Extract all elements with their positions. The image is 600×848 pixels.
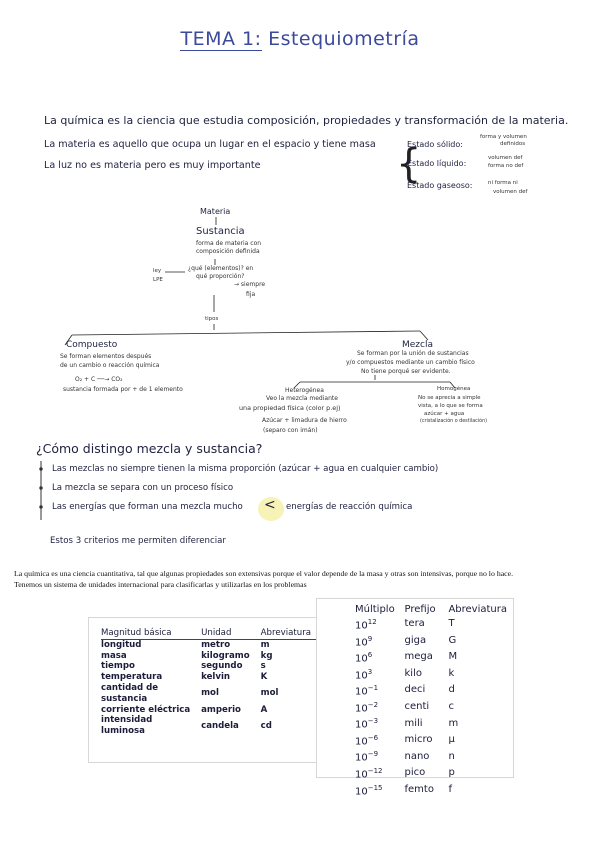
- cell: centi: [404, 701, 430, 713]
- bullet-2: La mezcla se separa con un proceso físico: [52, 483, 234, 493]
- cell: longitud: [101, 639, 142, 650]
- state-solid-desc-1: forma y volumen: [480, 134, 527, 140]
- cell: A: [260, 704, 268, 715]
- cell: femto: [404, 783, 434, 795]
- state-liquid-desc-1: volumen def: [488, 155, 523, 161]
- cell: $10^{-3}$: [355, 717, 379, 731]
- cell: m: [448, 717, 459, 729]
- cell: M: [448, 651, 458, 663]
- ley-label: ley: [153, 268, 162, 274]
- intro-line-1: La química es la ciencia que estudia composición, propiedades y transformación de la materia.: [44, 114, 569, 127]
- table-header-row: [355, 604, 513, 616]
- homo-desc-3: azúcar + agua: [424, 411, 465, 417]
- cell: intensidad luminosa: [101, 715, 153, 737]
- sustancia-desc-1: forma de materia con: [196, 240, 262, 247]
- sustancia-desc-2: composición definida: [196, 248, 260, 255]
- bullet-3-less-than: <: [264, 497, 276, 513]
- cell: $10^{12}$: [355, 618, 377, 632]
- table-row: [355, 616, 513, 633]
- cell: mol: [201, 688, 219, 699]
- conclusion: Estos 3 criterios me permiten diferenciar: [50, 536, 226, 546]
- node-heterogenea: Heterogénea: [285, 387, 324, 394]
- cell: deci: [404, 684, 426, 696]
- cell: $10^3$: [355, 667, 373, 682]
- state-gas-desc-2: volumen def: [493, 189, 528, 195]
- cell: segundo: [201, 661, 243, 672]
- table-row: [355, 649, 513, 666]
- printed-paragraph-1: La química es una ciencia cuantitativa, tal que algunas propiedades son extensivas porque el valor depende de la masa y otras son intensivas, porque no lo hace.: [14, 569, 514, 578]
- cell: T: [448, 618, 455, 630]
- cell: $10^6$: [355, 651, 373, 665]
- homo-desc-2: vista, a lo que se forma: [418, 403, 483, 409]
- ley-lpe: LPE: [153, 277, 163, 283]
- cell: temperatura: [101, 672, 163, 683]
- cell: c: [448, 701, 454, 713]
- cell: $10^{-12}$: [355, 766, 383, 781]
- cell: amperio: [201, 704, 241, 715]
- header-multiplo: Múltiplo: [355, 604, 395, 615]
- state-liquid-label: Estado líquido:: [407, 159, 467, 168]
- sustancia-question-2: qué proporción?: [196, 273, 245, 280]
- cell: kilogramo: [201, 650, 250, 661]
- table-row: [355, 748, 513, 765]
- node-homogenea: Homogénea: [437, 386, 471, 392]
- siempre-label: → siempre: [234, 281, 266, 288]
- table-row: [101, 672, 317, 683]
- question-title: ¿Cómo distingo mezcla y sustancia?: [36, 441, 263, 456]
- table-row: [101, 639, 317, 650]
- cell: s: [260, 661, 266, 672]
- table-row: [101, 651, 317, 662]
- cell: f: [448, 783, 452, 795]
- table-row: [101, 715, 317, 737]
- tipos-label: tipos: [205, 316, 219, 322]
- header-unidad: Unidad: [201, 628, 261, 639]
- header-magnitud: Magnitud básica: [101, 628, 201, 639]
- mezcla-desc-2: y/o compuestos mediante un cambio físico: [346, 359, 475, 366]
- bullet-1: Las mezclas no siempre tienen la misma proporción (azúcar + agua en cualquier cambio): [52, 464, 439, 474]
- table-row: [101, 661, 317, 672]
- state-solid-label: Estado sólido:: [407, 140, 463, 149]
- cell: K: [260, 672, 268, 683]
- cell: giga: [404, 634, 427, 646]
- cell: metro: [201, 639, 231, 650]
- cell: m: [260, 639, 270, 650]
- table-row: [355, 666, 513, 683]
- compuesto-desc-2: de un cambio o reacción química: [60, 362, 160, 369]
- table-header-row: [101, 628, 317, 639]
- cell: μ: [448, 734, 455, 746]
- cell: mol: [260, 688, 279, 699]
- cell: d: [448, 684, 455, 696]
- table-row: [355, 715, 513, 732]
- table-row: [101, 683, 317, 705]
- title-prefix: TEMA 1:: [180, 28, 262, 50]
- sustancia-question-1: ¿qué (elementos)? en: [188, 265, 254, 272]
- node-sustancia: Sustancia: [196, 226, 245, 237]
- table-row: [355, 699, 513, 716]
- intro-line-3: La luz no es materia pero es muy importante: [44, 160, 261, 171]
- cell: kg: [260, 650, 273, 661]
- cell: p: [448, 767, 455, 779]
- cell: $10^{-15}$: [355, 783, 383, 797]
- table-row: [355, 782, 513, 799]
- states-brace: {: [396, 141, 422, 187]
- cell: kilo: [404, 667, 422, 679]
- header-prefijo: Prefijo: [404, 604, 436, 615]
- table-row: [355, 732, 513, 749]
- hetero-desc-1: Veo la mezcla mediante: [266, 395, 338, 402]
- prefixes-table: [316, 598, 514, 797]
- cell: mili: [404, 717, 423, 729]
- cell: masa: [101, 650, 127, 661]
- cell: candela: [201, 720, 239, 731]
- intro-line-2: La materia es aquello que ocupa un lugar en el espacio y tiene masa: [44, 139, 376, 150]
- cell: nano: [404, 750, 430, 762]
- state-liquid-desc-2: forma no def: [488, 163, 524, 169]
- compuesto-desc-3: sustancia formada por + de 1 elemento: [63, 386, 183, 393]
- bullet-3a: Las energías que forman una mezcla mucho: [52, 502, 243, 512]
- state-solid-desc-2: definidos: [500, 141, 526, 147]
- cell: mega: [404, 651, 433, 663]
- mezcla-desc-3: No tiene porqué ser evidente.: [361, 368, 451, 375]
- cell: $10^9$: [355, 634, 373, 649]
- compuesto-desc-1: Se forman elementos después: [60, 353, 152, 360]
- hetero-desc-4: (separo con imán): [263, 427, 318, 434]
- cell: n: [448, 750, 455, 762]
- homo-desc-1: No se aprecia a simple: [418, 395, 481, 401]
- cell: cantidad de sustancia: [101, 682, 159, 704]
- header-abreviatura: Abreviatura: [448, 604, 507, 615]
- table-row: [355, 682, 513, 699]
- state-gas-label: Estado gaseoso:: [407, 181, 473, 190]
- node-materia: Materia: [200, 207, 231, 216]
- table-row: [101, 705, 317, 716]
- cell: kelvin: [201, 672, 231, 683]
- cell: tiempo: [101, 661, 135, 672]
- table-row: [355, 765, 513, 782]
- node-compuesto: Compuesto: [66, 340, 118, 350]
- cell: $10^{-9}$: [355, 750, 379, 764]
- cell: pico: [404, 767, 426, 779]
- state-gas-desc-1: ni forma ni: [488, 180, 518, 186]
- si-units-table: [88, 617, 318, 763]
- title-subject: Estequiometría: [268, 28, 420, 50]
- cell: $10^{-1}$: [355, 684, 379, 698]
- cell: G: [448, 634, 457, 646]
- printed-paragraph-2: Tenemos un sistema de unidades internacional para clasificarlas y utilizarlas en los problemas: [14, 580, 307, 589]
- cell: corriente eléctrica: [101, 704, 191, 715]
- mezcla-desc-1: Se forman por la unión de sustancias: [357, 350, 469, 357]
- header-abreviatura: Abreviatura: [261, 628, 317, 639]
- compuesto-formula: O₂ + C ──→ CO₂: [75, 376, 123, 383]
- bullet-3c: energías de reacción química: [286, 502, 413, 512]
- cell: $10^{-2}$: [355, 700, 379, 715]
- hetero-desc-3: Azúcar + limadura de hierro: [262, 417, 347, 424]
- node-mezcla: Mezcla: [402, 340, 433, 350]
- cell: k: [448, 667, 455, 679]
- homo-desc-4: (cristalización o destilación): [420, 419, 487, 424]
- cell: micro: [404, 734, 433, 746]
- hetero-desc-2: una propiedad física (color p.ej): [239, 404, 341, 412]
- cell: $10^{-6}$: [355, 733, 379, 748]
- cell: tera: [404, 618, 425, 630]
- table-row: [355, 633, 513, 650]
- fija-label: fija: [246, 291, 256, 298]
- cell: cd: [260, 720, 272, 731]
